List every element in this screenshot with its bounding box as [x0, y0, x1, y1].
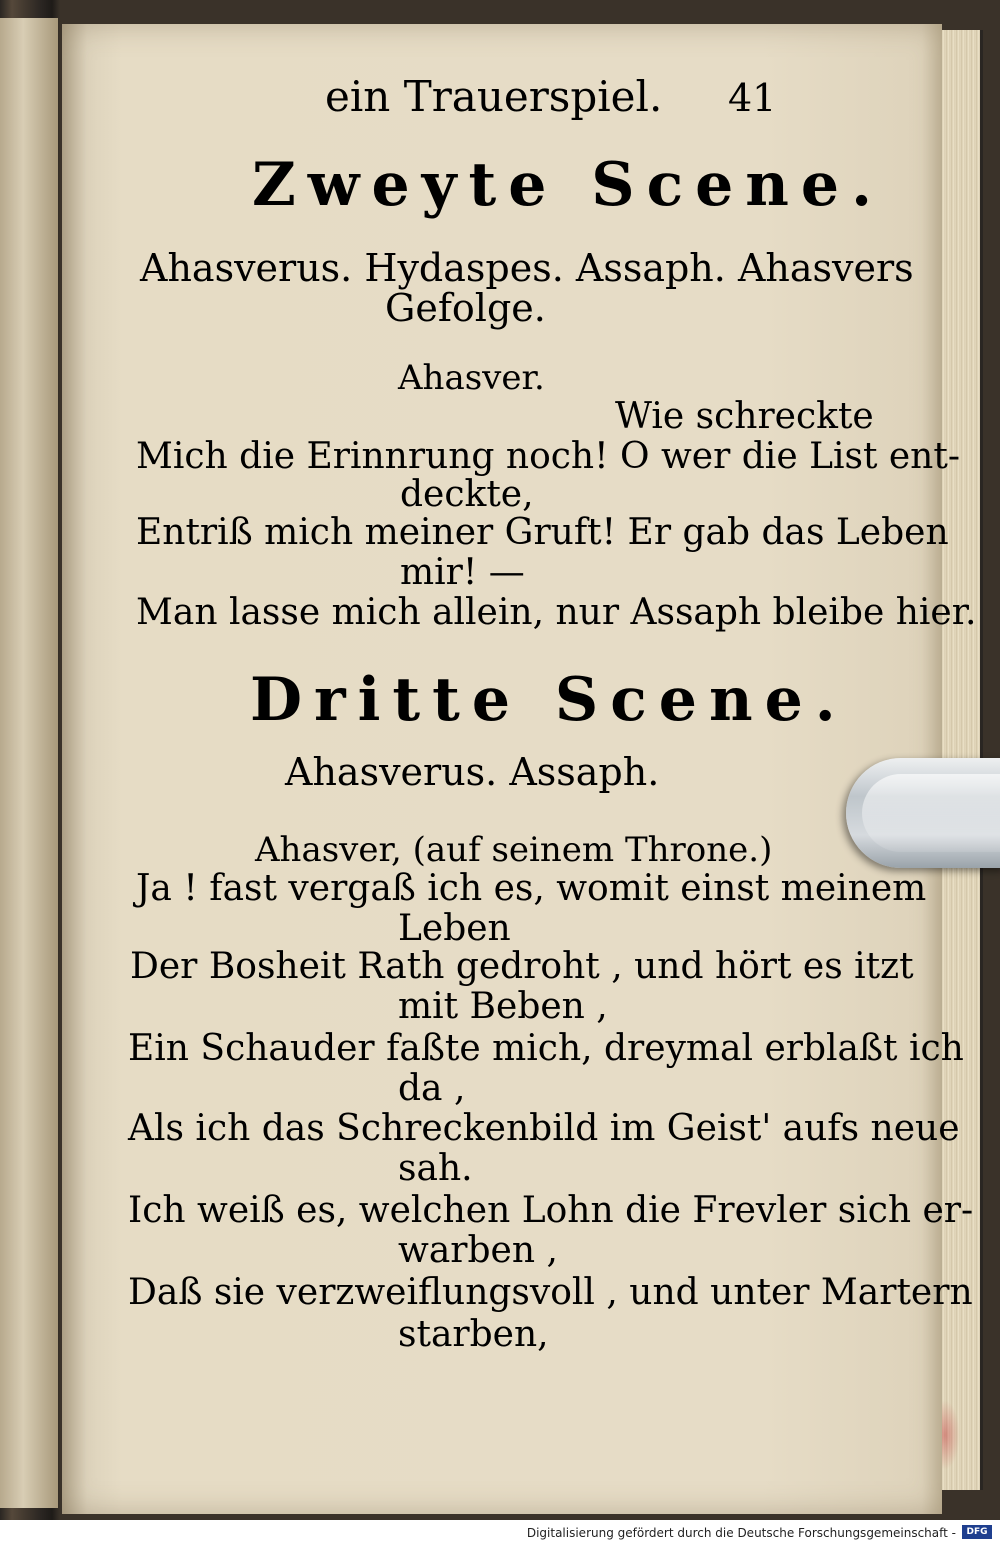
scene-3-cast: Ahasverus. Assaph.	[285, 750, 660, 794]
verse-line: Leben	[398, 908, 511, 949]
scene-2-speaker: Ahasver.	[398, 358, 545, 398]
verse-line: Ich weiß es, welchen Lohn die Frevler sich er-	[128, 1190, 974, 1231]
dfg-logo: DFG	[962, 1525, 992, 1539]
verse-line: Der Bosheit Rath gedroht , und hört es itzt	[130, 946, 914, 987]
verse-line: warben ,	[398, 1230, 558, 1271]
verse-line: starben,	[398, 1314, 549, 1355]
scene-3-speaker: Ahasver, (auf seinem Throne.)	[255, 830, 773, 870]
verse-line: Daß sie verzweiflungsvoll , und unter Martern	[128, 1272, 973, 1313]
verse-line: deckte,	[400, 474, 534, 515]
scene-3-title: Dritte Scene.	[250, 665, 848, 735]
facing-page-edge	[0, 18, 58, 1508]
verse-line: Wie schreckte	[615, 396, 874, 437]
page-clip	[846, 758, 1000, 868]
verse-line: Man lasse mich allein, nur Assaph bleibe hier.	[136, 592, 977, 633]
footer-credit: Digitalisierung gefördert durch die Deutsche Forschungsgemeinschaft -	[526, 1526, 956, 1540]
verse-line: Als ich das Schreckenbild im Geist' aufs neue	[128, 1108, 960, 1149]
verse-line: Ein Schauder faßte mich, dreymal erblaßt ich	[128, 1028, 964, 1069]
page-number: 41	[728, 76, 777, 120]
scene-2-cast-line-1: Ahasverus. Hydaspes. Assaph. Ahasvers	[140, 246, 914, 290]
verse-line: Entriß mich meiner Gruft! Er gab das Leben	[136, 512, 949, 553]
verse-line: mir! —	[400, 552, 525, 593]
scene-2-cast-line-2: Gefolge.	[385, 286, 546, 330]
running-header: ein Trauerspiel.	[325, 72, 663, 121]
verse-line: da ,	[398, 1068, 466, 1109]
verse-line: Mich die Erinnrung noch! O wer die List ent-	[136, 436, 960, 477]
verse-line: Ja ! fast vergaß ich es, womit einst meinem	[136, 868, 927, 909]
verse-line: mit Beben ,	[398, 986, 608, 1027]
scene-2-title: Zweyte Scene.	[252, 150, 884, 220]
verse-line: sah.	[398, 1148, 473, 1189]
